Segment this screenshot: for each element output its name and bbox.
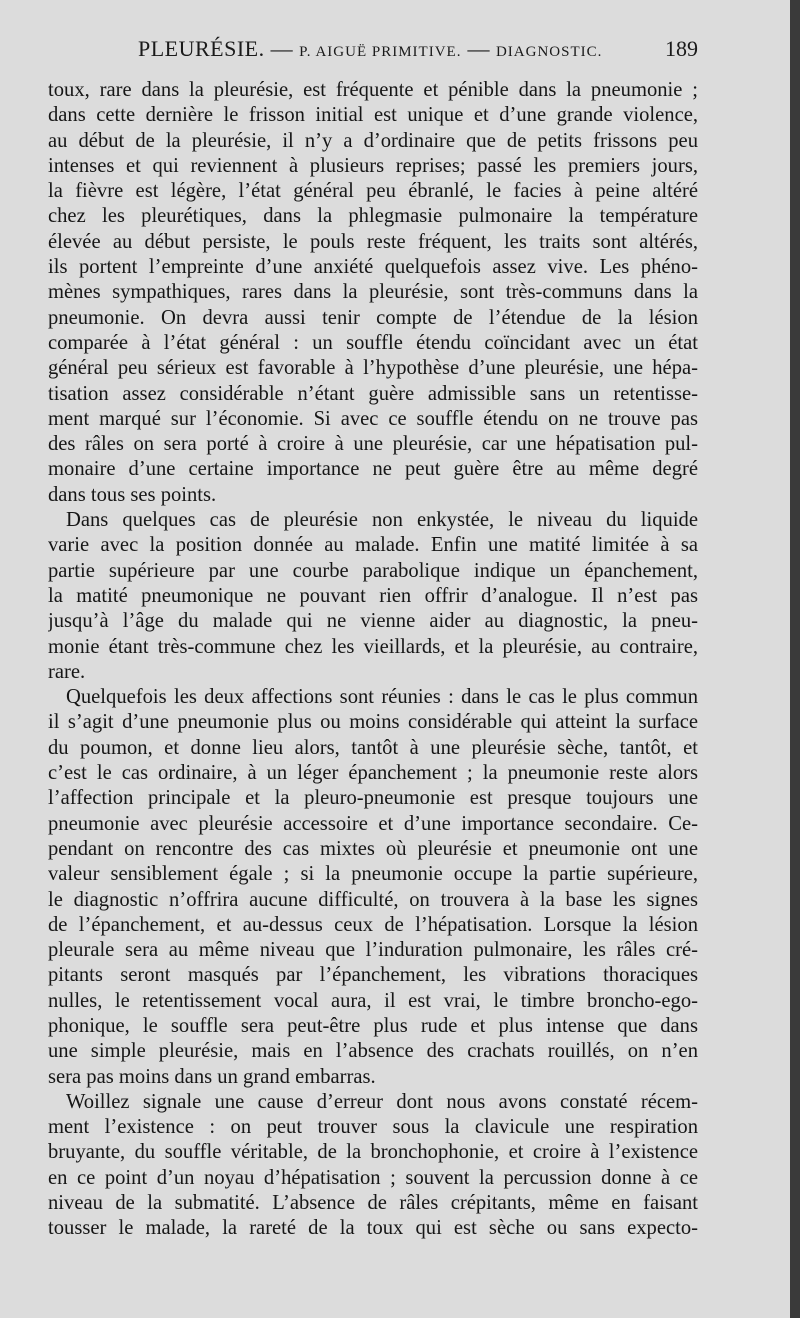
text-line: comparée à l’état général : un souffle étendu coïncidant avec un état: [48, 331, 698, 354]
text-line: monaire d’une certaine importance ne peut guère être au même degré: [48, 458, 698, 481]
text-line: intenses et qui reviennent à plusieurs reprises; passé les premiers jours,: [48, 154, 698, 177]
text-line: monie étant très-commune chez les vieillards, et la pleurésie, au contraire,: [48, 635, 698, 658]
text-line: ils portent l’empreinte d’une anxiété quelquefois assez vive. Les phéno-: [48, 256, 698, 279]
text-line: toux, rare dans la pleurésie, est fréquente et pénible dans la pneumonie ;: [48, 79, 698, 101]
text-line: tisation assez considérable n’étant guère admissible sans un retentisse-: [48, 382, 698, 405]
text-line: des râles on sera porté à croire à une pleurésie, car une hépatisation pul-: [48, 433, 698, 456]
text-line: pneumonie avec pleurésie accessoire et d’une importance secondaire. Ce-: [48, 812, 698, 835]
running-head: [138, 36, 602, 62]
text-line: la matité pneumonique ne pouvant rien offrir d’analogue. Il n’est pas: [48, 584, 698, 607]
text-line: Woillez signale une cause d’erreur dont nous avons constaté récem-: [66, 1090, 698, 1113]
text-line: de l’épanchement, et au-dessus ceux de l’hépatisation. Lorsque la lésion: [48, 913, 698, 936]
text-line: Dans quelques cas de pleurésie non enkystée, le niveau du liquide: [66, 509, 698, 532]
text-line: valeur sensiblement égale ; si la pneumonie occupe la partie supérieure,: [48, 863, 698, 886]
text-line: nulles, le retentissement vocal aura, il est vrai, le timbre broncho-ego-: [48, 989, 698, 1012]
header-dash: —: [270, 36, 294, 61]
text-line: chez les pleurétiques, dans la phlegmasie pulmonaire la température: [48, 205, 698, 228]
header-title: PLEURÉSIE.: [138, 36, 265, 61]
text-line: la fièvre est légère, l’état général peu ébranlé, le facies à peine altéré: [48, 180, 698, 203]
text-line: jusqu’à l’âge du malade qui ne vienne aider au diagnostic, la pneu-: [48, 610, 698, 633]
text-line: pleurale sera au même niveau que l’induration pulmonaire, les râles cré-: [48, 939, 698, 962]
text-line: il s’agit d’une pneumonie plus ou moins considérable qui atteint la surface: [48, 711, 698, 734]
text-line: général peu sérieux est favorable à l’hypothèse d’une pleurésie, une hépa-: [48, 357, 698, 380]
text-line: sera pas moins dans un grand embarras.: [48, 1065, 376, 1088]
header-section: DIAGNOSTIC.: [495, 44, 603, 60]
text-line: en ce point d’un noyau d’hépatisation ; souvent la percussion donne à ce: [48, 1166, 698, 1189]
text-line: dans cette dernière le frisson initial est unique et d’une grande violence,: [48, 104, 698, 127]
page-edge-shadow: [790, 0, 800, 1318]
text-line: niveau de la submatité. L’absence de râles crépitants, même en faisant: [48, 1192, 698, 1215]
header-subtitle: P. AIGUË PRIMITIVE.: [299, 44, 462, 60]
text-line: varie avec la position donnée au malade. Enfin une matité limitée à sa: [48, 534, 698, 557]
header-dash: —: [467, 36, 490, 61]
text-line: pendant on rencontre des cas mixtes où pleurésie et pneumonie ont une: [48, 837, 698, 860]
text-line: ment l’existence : on peut trouver sous la clavicule une respiration: [48, 1116, 698, 1139]
text-line: une simple pleurésie, mais en l’absence des crachats rouillés, on n’en: [48, 1040, 698, 1063]
text-line: mènes sympathiques, rares dans la pleurésie, sont très-communs dans la: [48, 281, 698, 304]
text-line: l’affection principale et la pleuro-pneumonie est presque toujours une: [48, 787, 698, 810]
text-line: c’est le cas ordinaire, à un léger épanchement ; la pneumonie reste alors: [48, 762, 698, 785]
text-line: le diagnostic n’offrira aucune difficulté, on trouvera à la base les signes: [48, 888, 698, 911]
text-line: pneumonie. On devra aussi tenir compte de l’étendue de la lésion: [48, 306, 698, 329]
text-line: phonique, le souffle sera peut-être plus rude et plus intense que dans: [48, 1014, 698, 1037]
text-line: ment marqué sur l’économie. Si avec ce souffle étendu on ne trouve pas: [48, 407, 698, 430]
text-line: Quelquefois les deux affections sont réunies : dans le cas le plus commun: [66, 686, 698, 709]
body-text: [48, 78, 698, 1242]
page-number: 189: [665, 36, 698, 61]
text-line: élevée au début persiste, le pouls reste fréquent, les traits sont altérés,: [48, 230, 698, 253]
text-line: tousser le malade, la rareté de la toux qui est sèche ou sans expecto-: [48, 1217, 698, 1240]
text-line: partie supérieure par une courbe parabolique indique un épanchement,: [48, 559, 698, 582]
text-line: du poumon, et donne lieu alors, tantôt à une pleurésie sèche, tantôt, et: [48, 736, 698, 759]
text-line: pitants seront masqués par l’épanchement, les vibrations thoraciques: [48, 964, 698, 987]
text-line: au début de la pleurésie, il n’y a d’ordinaire que de petits frissons peu: [48, 129, 698, 152]
running-header: [48, 36, 698, 70]
text-line: bruyante, du souffle véritable, de la bronchophonie, et croire à l’existence: [48, 1141, 698, 1164]
text-line: rare.: [48, 660, 86, 683]
text-line: dans tous ses points.: [48, 483, 217, 506]
